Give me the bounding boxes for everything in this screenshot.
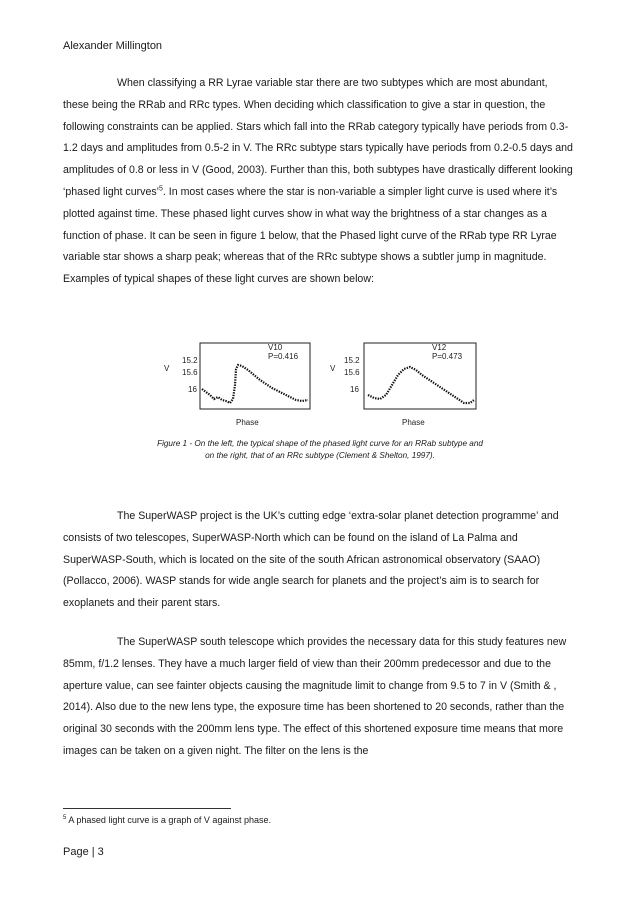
left-star-label: V10 <box>268 343 283 352</box>
right-x-axis-label: Phase <box>402 418 425 427</box>
footnote-text: A phased light curve is a graph of V against phase. <box>66 815 271 825</box>
running-header: Alexander Millington <box>63 40 163 52</box>
right-star-label: V12 <box>432 343 447 352</box>
left-ytick-1: 15.2 <box>182 356 198 365</box>
footnote-reference: 5 <box>159 185 163 193</box>
paragraph-superwasp-project <box>63 506 575 615</box>
paragraph-text: When classifying a RR Lyrae variable star there are two subtypes which are most abundant, these being the RRab and RRc types. When deciding which classification to give a star in question, the following constraints can be applied. Stars which fall into the RRab category typically have periods from 0.3-1.2 days and amplitudes from 0.5-2 in V. The RRc subtype stars typically have periods from 0.2-0.5 days and amplitudes of 0.8 or less in V (Good, 2003). Further than this, both subtypes have drastically different looking ‘phased light curves’ <box>63 77 573 198</box>
right-ytick-2: 15.6 <box>344 368 360 377</box>
right-light-curve <box>368 367 474 403</box>
figure-caption <box>100 438 540 462</box>
left-ytick-3: 16 <box>188 385 197 394</box>
paragraph-text: The SuperWASP south telescope which provides the necessary data for this study features new 85mm, f/1.2 lenses. They have a much larger field of view than their 200mm predecessor and due to the aperture value, can see fainter objects causing the magnitude limit to change from 9.5 to 7 in V (Smith & , 2014). Also due to the new lens type, the exposure time has been shortened to 20 seconds, rather than the original 30 seconds with the 200mm lens type. The effect of this shortened exposure time means that more images can be taken on a given night. The filter on the lens is the <box>63 636 567 757</box>
left-period-label: P=0.416 <box>268 352 299 361</box>
left-x-axis-label: Phase <box>236 418 259 427</box>
page-number: Page | 3 <box>63 846 104 858</box>
left-ytick-2: 15.6 <box>182 368 198 377</box>
footnote-divider <box>63 808 231 809</box>
paragraph-rr-lyrae-classification <box>63 73 575 291</box>
left-light-curve-plot <box>164 343 310 427</box>
light-curve-plots <box>160 337 480 427</box>
paragraph-superwasp-south <box>63 632 575 763</box>
caption-line-2: on the right, that of an RRc subtype (Clement & Shelton, 1997). <box>205 451 435 460</box>
caption-line-1: Figure 1 - On the left, the typical shape of the phased light curve for an RRab subtype and <box>157 439 483 448</box>
left-y-axis-label: V <box>164 364 170 373</box>
right-ytick-3: 16 <box>350 385 359 394</box>
footnote <box>63 815 271 825</box>
figure-light-curves <box>160 337 480 427</box>
right-ytick-1: 15.2 <box>344 356 360 365</box>
footnote-number: 5 <box>63 815 67 821</box>
right-y-axis-label: V <box>330 364 336 373</box>
right-period-label: P=0.473 <box>432 352 463 361</box>
right-light-curve-plot <box>330 343 476 427</box>
paragraph-text: The SuperWASP project is the UK’s cutting edge ‘extra-solar planet detection programme’ and consists of two telescopes, SuperWASP-North which can be found on the island of La Palma and SuperWASP-South, which is located on the site of the south African astronomical observatory (SAAO) (Pollacco, 2006). WASP stands for wide angle search for planets and the project’s aim is to search for exoplanets and their parent stars. <box>63 510 559 610</box>
paragraph-text: . In most cases where the star is non-variable a simpler light curve is used where it’s plotted against time. These phased light curves show in what way the brightness of a star changes as a function of phase. It can be seen in figure 1 below, that the Phased light curve of the RRab type RR Lyrae variable star shows a sharp peak; whereas that of the RRc subtype shows a subtler jump in magnitude. Examples of typical shapes of these light curves are shown below: <box>63 185 558 286</box>
left-light-curve <box>202 365 308 403</box>
